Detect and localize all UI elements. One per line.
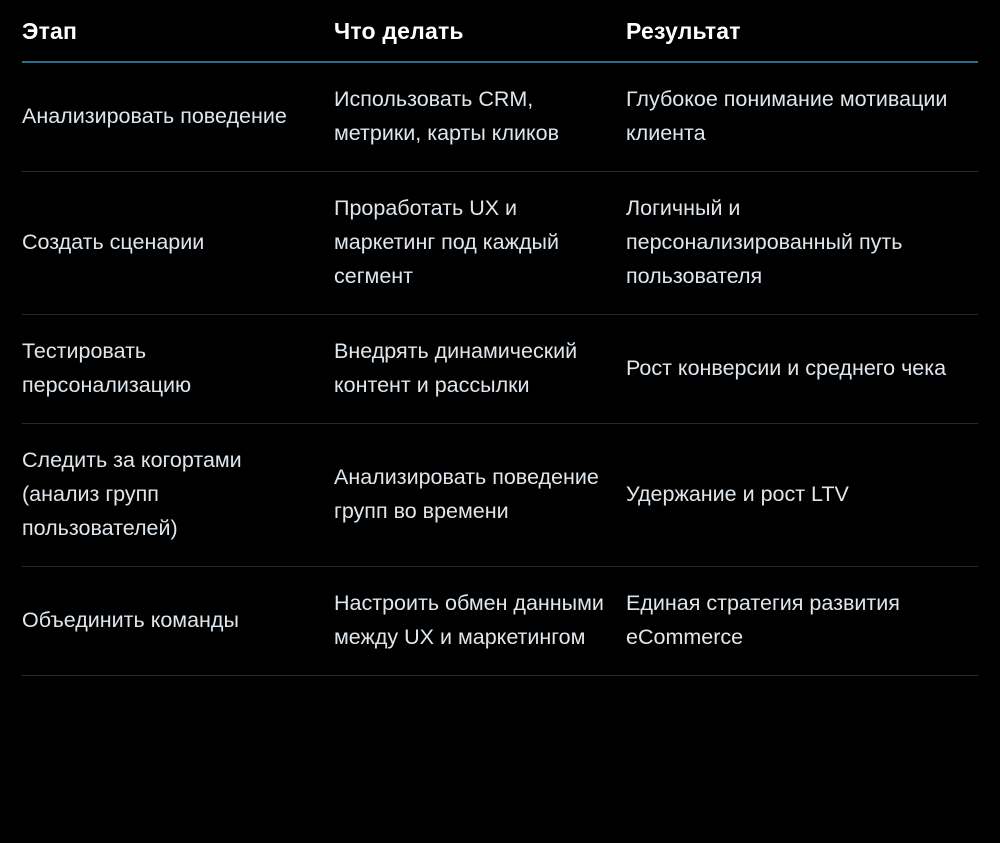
cell-action: Настроить обмен данными между UX и маркетингом [334, 566, 626, 675]
cell-action: Проработать UX и маркетинг под каждый сегмент [334, 171, 626, 314]
table-header [22, 0, 978, 62]
table-header-row [22, 0, 978, 62]
cell-action: Анализировать поведение групп во времени [334, 423, 626, 566]
cell-stage: Создать сценарии [22, 171, 334, 314]
cell-stage: Анализировать поведение [22, 62, 334, 171]
cell-stage: Следить за когортами (анализ групп пользователей) [22, 423, 334, 566]
table-body [22, 62, 978, 675]
cell-stage: Тестировать персонализацию [22, 314, 334, 423]
cell-action: Использовать CRM, метрики, карты кликов [334, 62, 626, 171]
cell-result: Логичный и персонализированный путь пользователя [626, 171, 978, 314]
table-row [22, 566, 978, 675]
column-header-result: Результат [626, 18, 741, 44]
cell-result: Глубокое понимание мотивации клиента [626, 62, 978, 171]
table-row [22, 62, 978, 171]
cell-result: Рост конверсии и среднего чека [626, 314, 978, 423]
table-row [22, 314, 978, 423]
column-header-stage: Этап [22, 18, 78, 44]
steps-table [22, 0, 978, 676]
cell-action: Внедрять динамический контент и рассылки [334, 314, 626, 423]
table-row [22, 423, 978, 566]
cell-stage: Объединить команды [22, 566, 334, 675]
column-header-action: Что делать [334, 18, 464, 44]
cell-result: Единая стратегия развития eCommerce [626, 566, 978, 675]
cell-result: Удержание и рост LTV [626, 423, 978, 566]
table-row [22, 171, 978, 314]
